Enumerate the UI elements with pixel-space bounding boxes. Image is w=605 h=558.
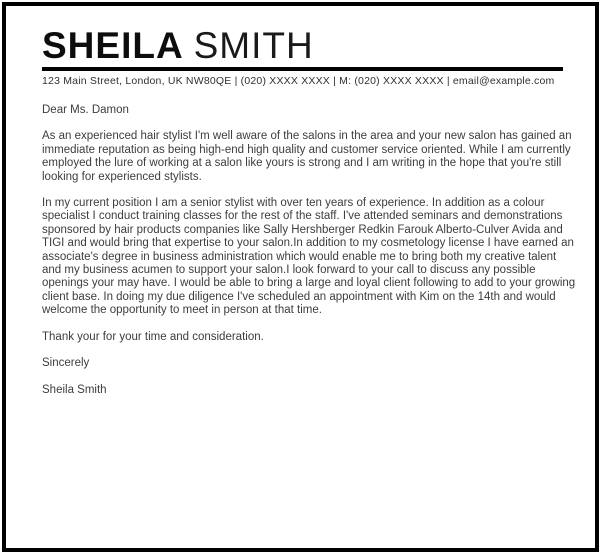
letterhead-name xyxy=(42,27,567,64)
letter-body xyxy=(42,104,578,397)
salutation: Dear Ms. Damon xyxy=(42,104,129,116)
closing: Sincerely xyxy=(42,357,90,370)
letter-content xyxy=(6,6,595,397)
letterhead-last-name: SMITH xyxy=(193,25,314,66)
letterhead-first-name: SHEILA xyxy=(42,25,183,66)
body-paragraph: Thank your for your time and consideration. xyxy=(42,330,264,343)
contact-info-line: 123 Main Street, London, UK NW80QE | (020) XXXX XXXX | M: (020) XXXX XXXX | email@example.com xyxy=(42,75,555,87)
signature-name: Sheila Smith xyxy=(42,383,107,396)
letter-page xyxy=(2,2,599,552)
body-paragraph: As an experienced hair stylist I'm well aware of the salons in the area and your new salon has gained an immediate reputation as being high-end high quality and customer service oriented. While I am currently employed the lure of working at a salon like yours is strong and I am writing in the hope that you're still looking for experienced stylists. xyxy=(42,130,572,183)
body-paragraph: In my current position I am a senior stylist with over ten years of experience. In addition as a colour specialist I conduct training classes for the rest of the staff. I've attended seminars and demonstrations sponsored by hair products companies like Sally Hershberger Redkin Farouk Alberto-Culver Avida and TIGI and would bring that expertise to your salon.In addition to my cosmetology license I have earned an associate's degree in business administration which would enable me to bring both my creative talent and my business acumen to support your salon.I look forward to your call to discuss any possible openings your may have. I would be able to bring a large and loyal client following to add to your growing client base. In doing my due diligence I've scheduled an appointment with Kim on the 14th and would welcome the opportunity to meet in person at that time. xyxy=(42,197,576,317)
letterhead-rule xyxy=(42,67,563,71)
